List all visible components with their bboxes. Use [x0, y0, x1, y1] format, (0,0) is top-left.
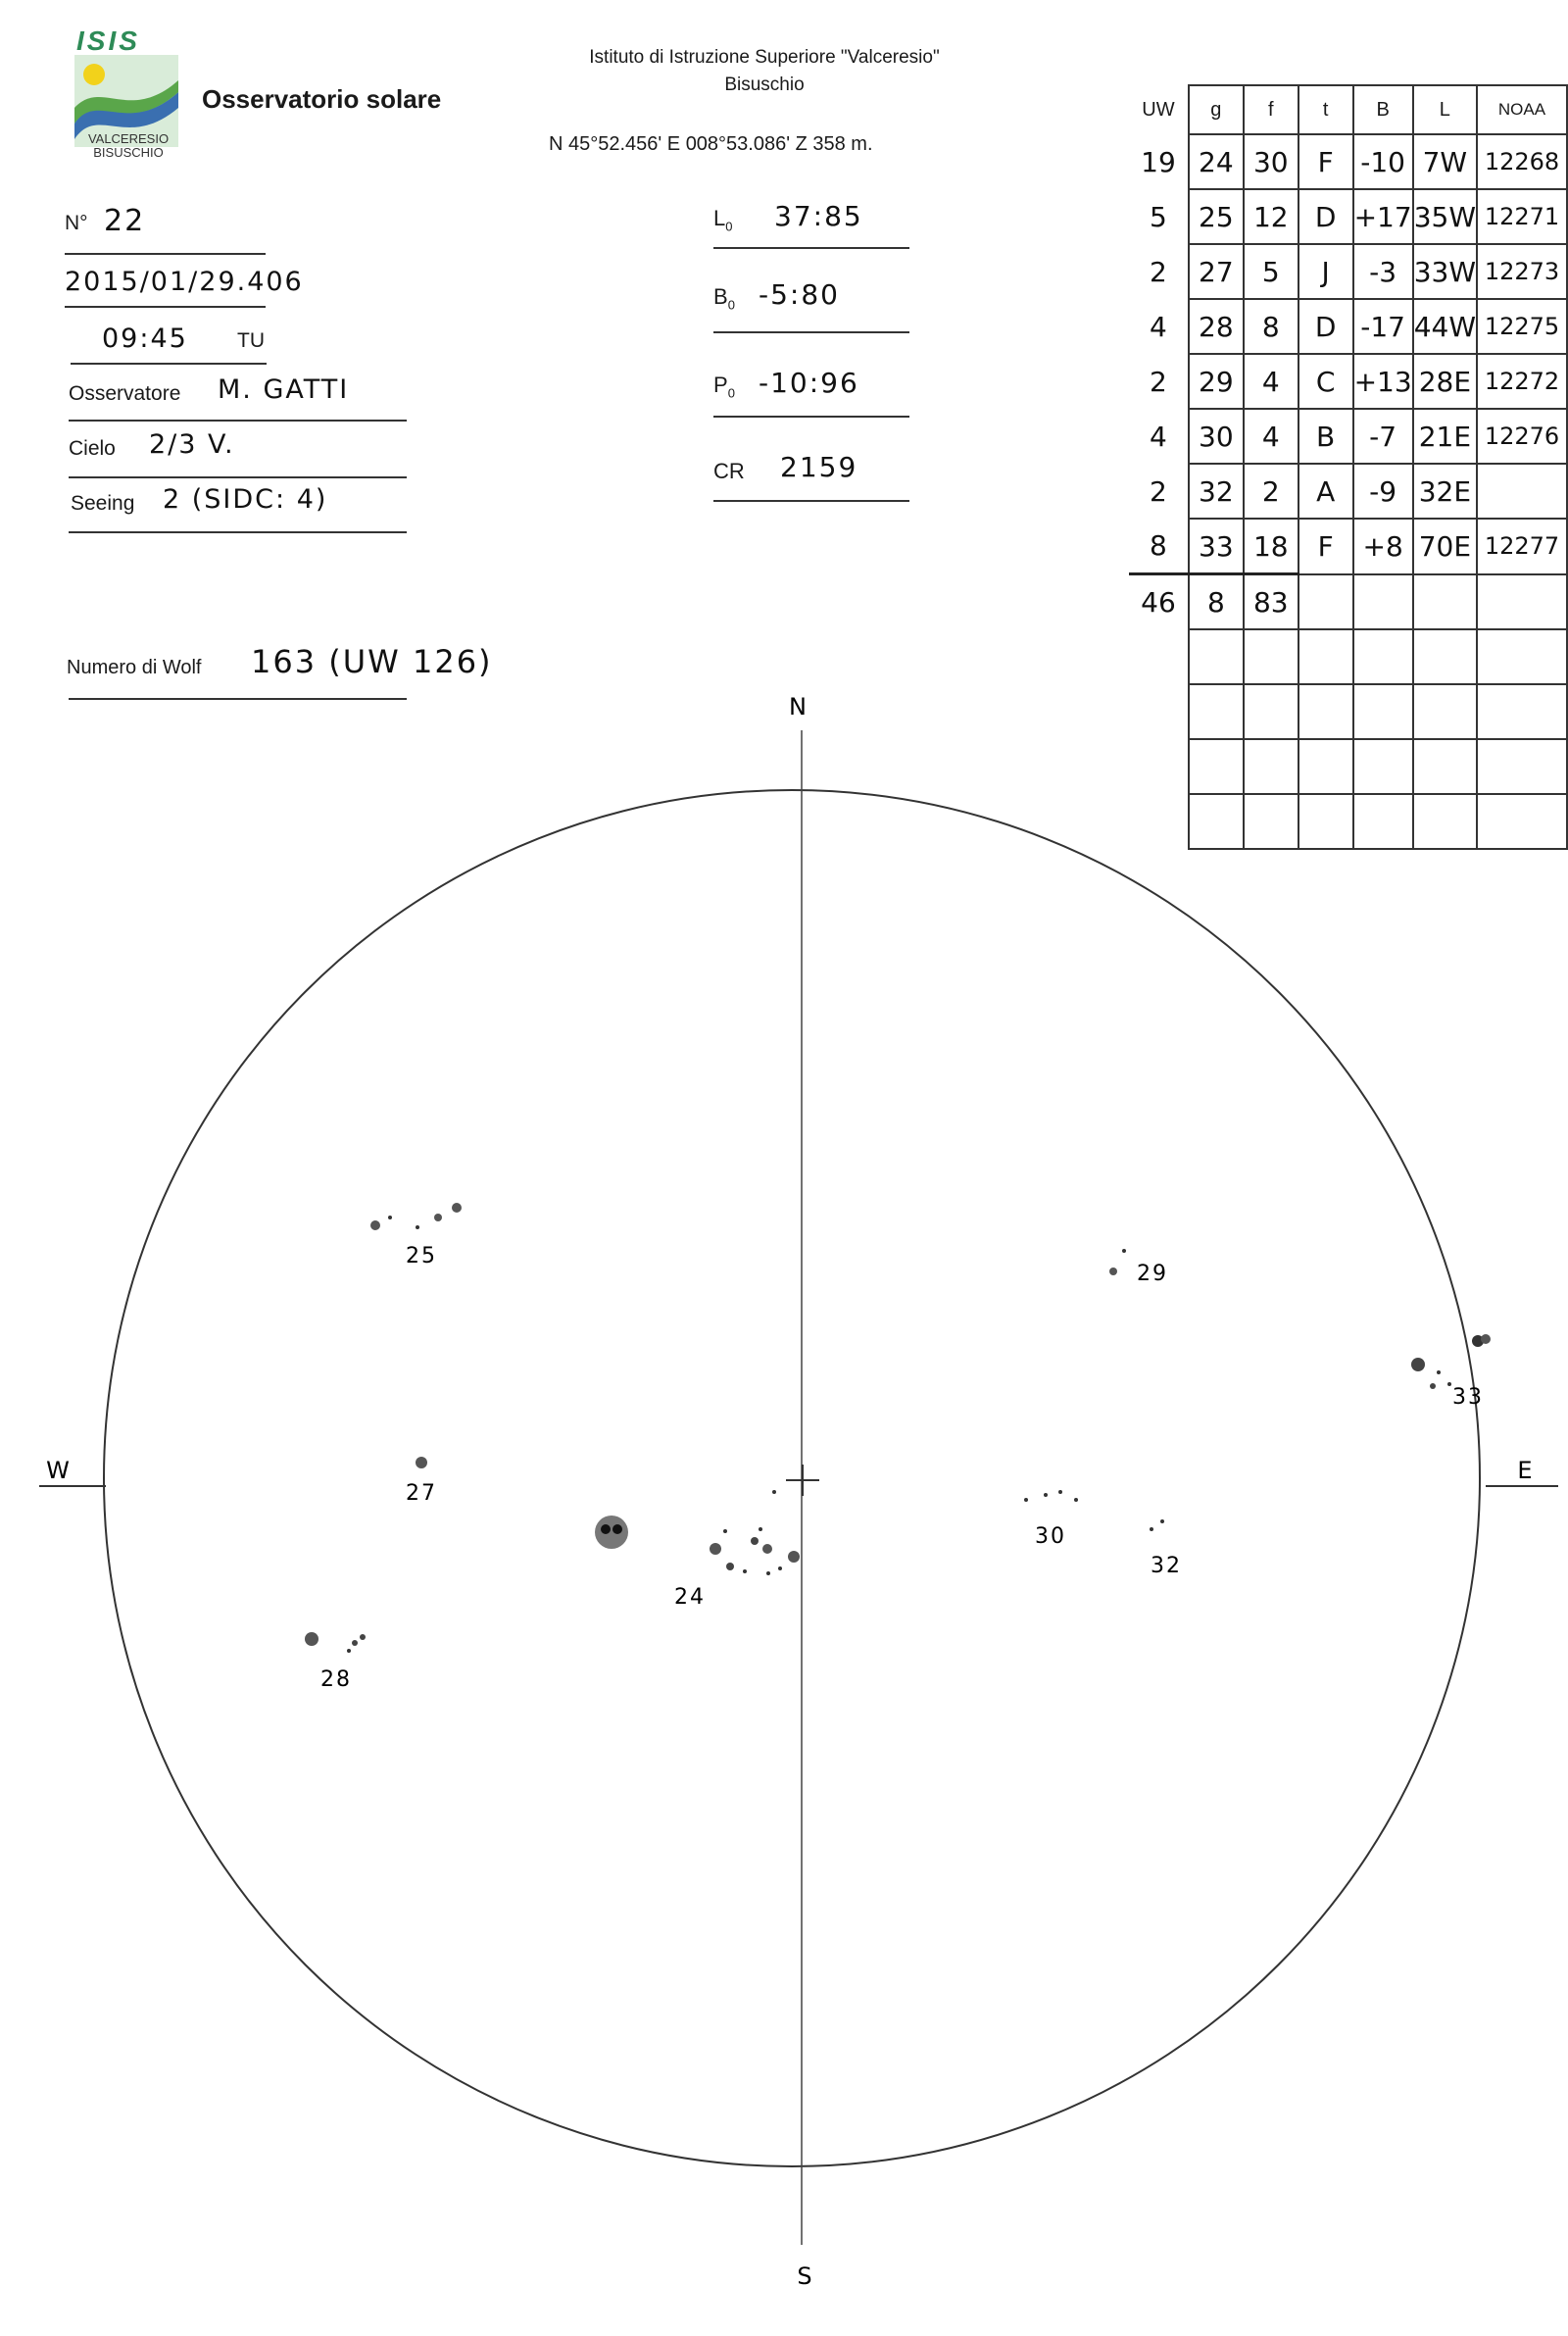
cell-g: 32 — [1189, 464, 1244, 519]
group-label-27: 27 — [406, 1481, 437, 1506]
l0-label: $L_0$ — [713, 206, 733, 234]
sunspot — [1160, 1519, 1164, 1523]
wolf-label: Numero di Wolf — [67, 657, 202, 678]
b0-value: -5:80 — [759, 278, 840, 311]
sunspot — [723, 1529, 727, 1533]
sunspot — [762, 1544, 772, 1554]
cell-noaa: 12268 — [1477, 134, 1567, 189]
cell-l: 32E — [1413, 464, 1477, 519]
cell-noaa: 12275 — [1477, 299, 1567, 354]
cell-noaa: 12277 — [1477, 519, 1567, 574]
cell-b: +8 — [1353, 519, 1413, 574]
cell-l: 35W — [1413, 189, 1477, 244]
cell-uw: 2 — [1150, 365, 1167, 398]
cell-b: -3 — [1353, 244, 1413, 299]
sunspot — [772, 1490, 776, 1494]
logo-caption-top: VALCERESIO — [87, 131, 170, 146]
seeing-value: 2 (SIDC: 4) — [163, 484, 328, 515]
carrington-rotation: 2159 — [780, 451, 858, 483]
sunspot — [1447, 1382, 1451, 1386]
west-label: W — [46, 1457, 72, 1484]
col-header-f: f — [1244, 85, 1298, 134]
cell-b: -17 — [1353, 299, 1413, 354]
sunspot — [743, 1569, 747, 1573]
sunspot — [1437, 1370, 1441, 1374]
cell-g: 30 — [1189, 409, 1244, 464]
total-g: 8 — [1189, 574, 1244, 630]
sunspot — [612, 1524, 622, 1534]
cell-g: 25 — [1189, 189, 1244, 244]
sunspot — [595, 1516, 628, 1549]
sunspot — [416, 1225, 419, 1229]
sunspot — [751, 1537, 759, 1545]
sunspot — [1058, 1490, 1062, 1494]
cell-b: +17 — [1353, 189, 1413, 244]
observation-date: 2015/01/29.406 — [65, 267, 304, 297]
cell-l: 44W — [1413, 299, 1477, 354]
north-label: N — [789, 693, 808, 721]
cell-f: 12 — [1244, 189, 1298, 244]
cell-f: 8 — [1244, 299, 1298, 354]
cell-f: 4 — [1244, 409, 1298, 464]
col-header-b: B — [1353, 85, 1413, 134]
group-label-24: 24 — [674, 1585, 706, 1610]
sunspot — [710, 1543, 721, 1555]
group-label-28: 28 — [320, 1667, 352, 1692]
total-f: 83 — [1244, 574, 1298, 630]
cell-f: 18 — [1244, 519, 1298, 574]
sky-label: Cielo — [69, 437, 116, 460]
cell-t: F — [1298, 134, 1353, 189]
cr-label: CR — [713, 459, 745, 483]
sunspot — [416, 1457, 427, 1468]
south-label: S — [797, 2262, 814, 2290]
sunspot — [726, 1563, 734, 1570]
sunspot — [388, 1216, 392, 1219]
l0-value: 37:85 — [774, 200, 863, 232]
b0-label: $B_0$ — [713, 284, 735, 313]
observation-time: 09:45 — [102, 323, 188, 354]
col-header-g: g — [1189, 85, 1244, 134]
cell-uw: 4 — [1150, 310, 1167, 343]
sunspot — [1430, 1383, 1436, 1389]
cell-t: F — [1298, 519, 1353, 574]
solar-limb — [104, 790, 1480, 2166]
cell-f: 30 — [1244, 134, 1298, 189]
cell-f: 5 — [1244, 244, 1298, 299]
sky-value: 2/3 V. — [149, 429, 235, 460]
cell-t: J — [1298, 244, 1353, 299]
group-label-30: 30 — [1035, 1524, 1066, 1549]
sunspot — [1044, 1493, 1048, 1497]
cell-f: 4 — [1244, 354, 1298, 409]
cell-noaa: 12276 — [1477, 409, 1567, 464]
sunspot — [1122, 1249, 1126, 1253]
logo-wordmark: ISIS — [76, 25, 140, 56]
sunspot — [1074, 1498, 1078, 1502]
cell-uw: 4 — [1150, 420, 1167, 453]
cell-g: 28 — [1189, 299, 1244, 354]
col-header-l: L — [1413, 85, 1477, 134]
cell-l: 28E — [1413, 354, 1477, 409]
cell-t: C — [1298, 354, 1353, 409]
wolf-number: 163 (UW 126) — [251, 643, 493, 680]
sunspot — [1109, 1267, 1117, 1275]
group-label-25: 25 — [406, 1244, 437, 1268]
observer-label: Osservatore — [69, 382, 181, 405]
sunspot — [1024, 1498, 1028, 1502]
sunspot — [1481, 1334, 1491, 1344]
p0-value: -10:96 — [759, 367, 859, 399]
col-header-t: t — [1298, 85, 1353, 134]
sunspot — [360, 1634, 366, 1640]
cell-t: B — [1298, 409, 1353, 464]
sunspot — [1411, 1358, 1425, 1371]
cell-g: 33 — [1189, 519, 1244, 574]
cell-uw: 8 — [1150, 529, 1167, 562]
cell-g: 27 — [1189, 244, 1244, 299]
sunspot — [759, 1527, 762, 1531]
cell-l: 7W — [1413, 134, 1477, 189]
sunspot — [370, 1220, 380, 1230]
col-header-uw: UW — [1142, 98, 1175, 121]
institute-name: Istituto di Istruzione Superiore "Valceresio" — [589, 47, 940, 68]
cell-l: 70E — [1413, 519, 1477, 574]
cell-uw: 2 — [1150, 255, 1167, 288]
sunspot — [601, 1524, 611, 1534]
sunspot — [452, 1203, 462, 1213]
number-label: N° — [65, 212, 88, 234]
col-header-noaa: NOAA — [1477, 85, 1567, 134]
sunspot — [778, 1566, 782, 1570]
group-label-29: 29 — [1137, 1262, 1168, 1286]
cell-uw: 19 — [1141, 145, 1176, 178]
cell-t: A — [1298, 464, 1353, 519]
station-coordinates: N 45°52.456' E 008°53.086' Z 358 m. — [549, 133, 873, 155]
sunspot — [788, 1551, 800, 1563]
sunspot — [352, 1640, 358, 1646]
sunspot — [766, 1571, 770, 1575]
drawing-number: 22 — [104, 204, 146, 238]
cell-g: 24 — [1189, 134, 1244, 189]
cell-f: 2 — [1244, 464, 1298, 519]
cell-g: 29 — [1189, 354, 1244, 409]
total-uw: 46 — [1129, 574, 1189, 630]
cell-noaa: 12272 — [1477, 354, 1567, 409]
cell-noaa: 12273 — [1477, 244, 1567, 299]
logo-caption-bottom: BISUSCHIO — [93, 145, 164, 160]
sunspot — [305, 1632, 318, 1646]
cell-b: -9 — [1353, 464, 1413, 519]
cell-t: D — [1298, 189, 1353, 244]
sunspot — [347, 1649, 351, 1653]
cell-b: -7 — [1353, 409, 1413, 464]
east-label: E — [1517, 1457, 1535, 1484]
seeing-label: Seeing — [71, 492, 135, 515]
cell-l: 21E — [1413, 409, 1477, 464]
cell-l: 33W — [1413, 244, 1477, 299]
observer-name: M. GATTI — [218, 374, 350, 405]
cell-b: -10 — [1353, 134, 1413, 189]
cell-t: D — [1298, 299, 1353, 354]
cell-noaa: 12271 — [1477, 189, 1567, 244]
institute-town: Bisuschio — [724, 75, 805, 95]
sunspot — [1150, 1527, 1153, 1531]
cell-uw: 2 — [1150, 474, 1167, 508]
observatory-title: Osservatorio solare — [202, 84, 442, 114]
p0-label: $P_0$ — [713, 373, 735, 401]
group-label-33: 33 — [1452, 1385, 1484, 1410]
cell-b: +13 — [1353, 354, 1413, 409]
time-unit: TU — [237, 329, 265, 352]
sunspot — [434, 1214, 442, 1221]
cell-uw: 5 — [1150, 200, 1167, 233]
group-label-32: 32 — [1151, 1554, 1182, 1578]
